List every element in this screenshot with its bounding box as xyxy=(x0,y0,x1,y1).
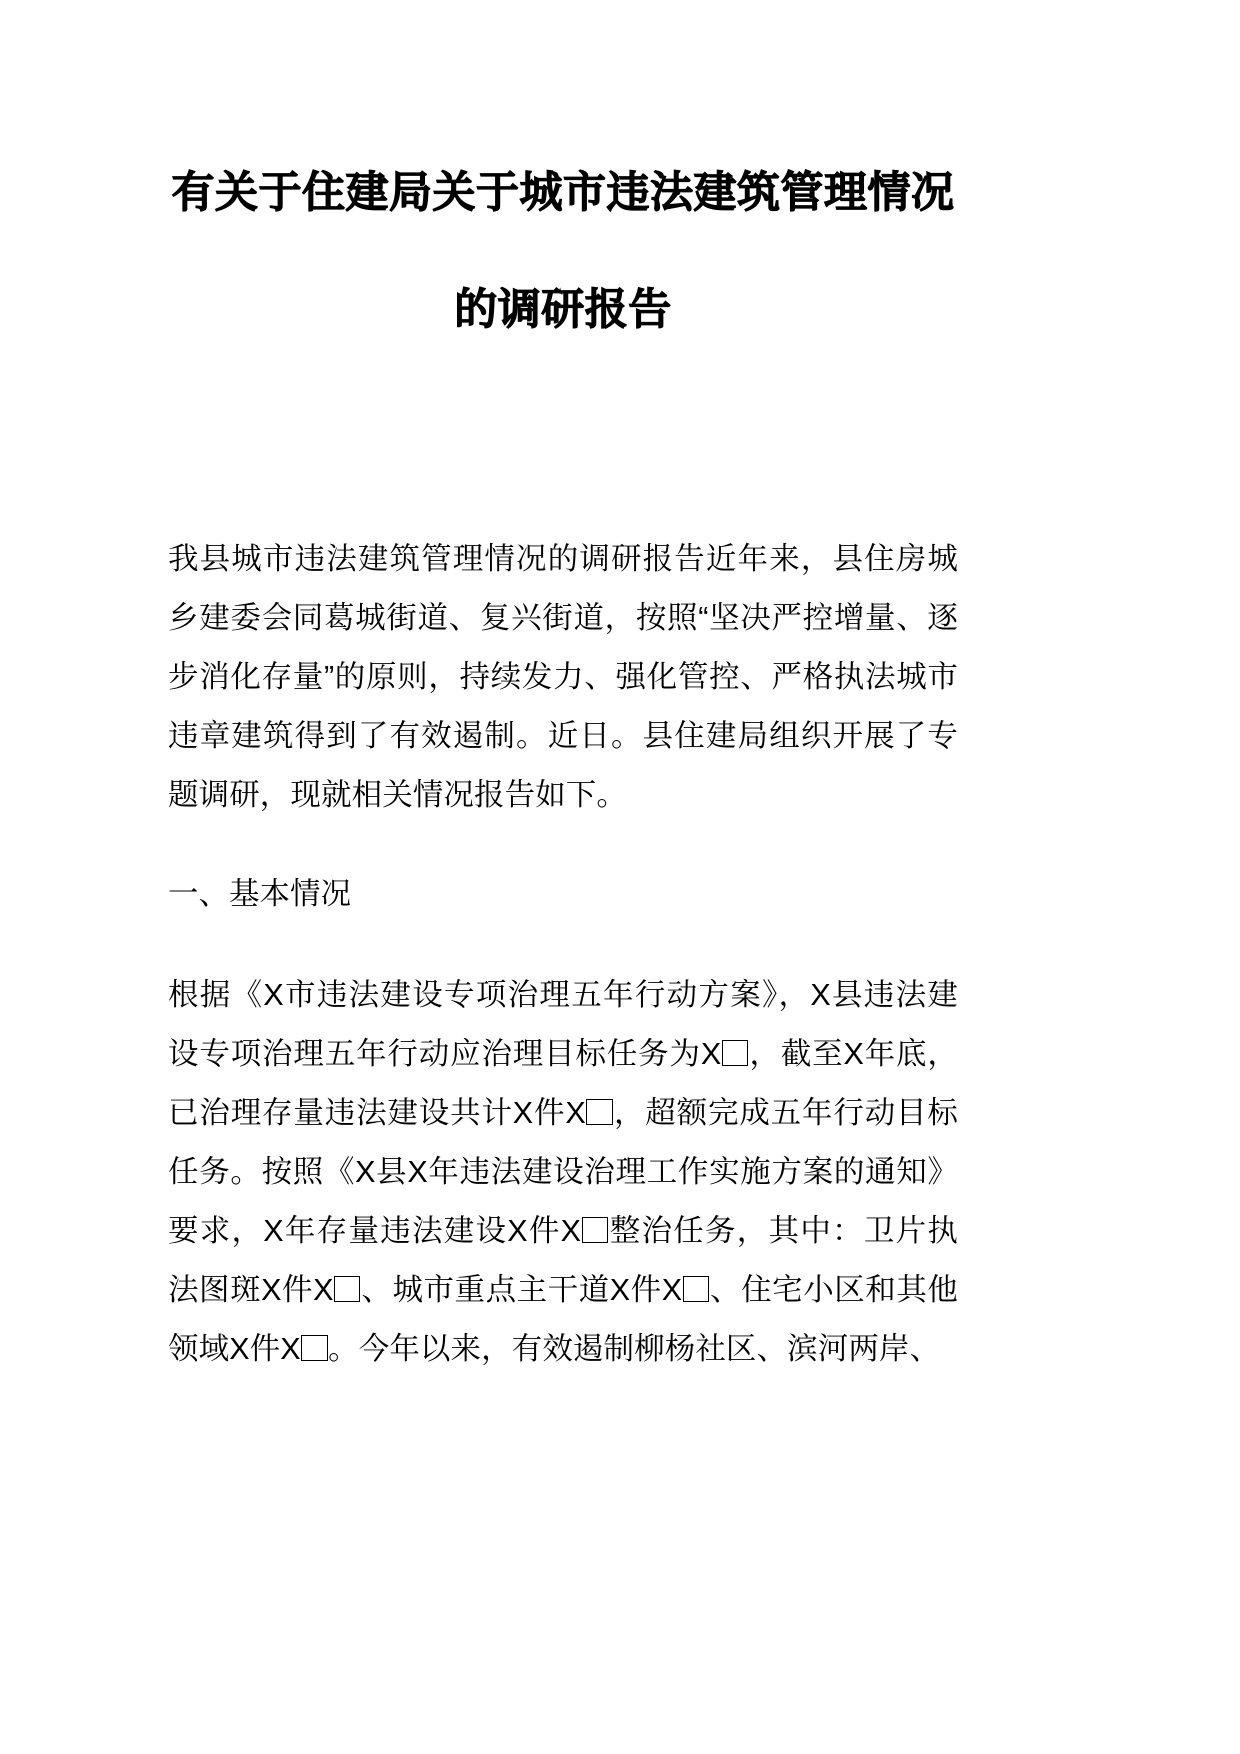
missing-glyph-icon xyxy=(301,1335,327,1361)
page-title xyxy=(168,0,958,332)
missing-glyph-icon xyxy=(334,1276,360,1302)
page-title-line-2: 的调研报告 xyxy=(454,286,672,334)
detail-segment-3: ，超额完成五年行动目标任务。按照《X县X年违法建设治理工作实施方案的通知》要求，X年存量违法建设X件X xyxy=(168,1096,958,1248)
detail-segment-2: ，截至X年底，已治理存量违法建设共计X件X xyxy=(168,1037,958,1130)
missing-glyph-icon xyxy=(722,1040,748,1066)
section-heading-basic-situation: 一、基本情况 xyxy=(168,877,351,911)
page-title-line-1: 有关于住建局关于城市违法建筑管理情况 xyxy=(171,169,955,217)
detail-segment-6: 、住宅小区和其他领域X件X xyxy=(168,1273,958,1366)
detail-segment-4: 整治任务，其中：卫片执法图斑X件X xyxy=(168,1214,958,1307)
detail-segment-7: 。今年以来，有效遏制柳杨社区、滨河两岸、 xyxy=(328,1332,941,1366)
missing-glyph-icon xyxy=(586,1099,612,1125)
missing-glyph-icon xyxy=(683,1276,709,1302)
detail-segment-1: 根据《X市违法建设专项治理五年行动方案》，X县违法建设专项治理五年行动应治理目标任务为X xyxy=(168,978,958,1071)
document-body xyxy=(168,0,958,1379)
missing-glyph-icon xyxy=(582,1217,608,1243)
detail-segment-5: 、城市重点主干道X件X xyxy=(360,1273,683,1307)
basic-situation-paragraph xyxy=(168,924,958,1379)
intro-paragraph: 我县城市违法建筑管理情况的调研报告近年来，县住房城乡建委会同葛城街道、复兴街道，按照“坚决严控增量、逐步消化存量”的原则，持续发力、强化管控、严格执法城市违章建筑得到了有效遏制。近日。县住建局组织开展了专题调研，现就相关情况报告如下。 xyxy=(168,542,958,812)
